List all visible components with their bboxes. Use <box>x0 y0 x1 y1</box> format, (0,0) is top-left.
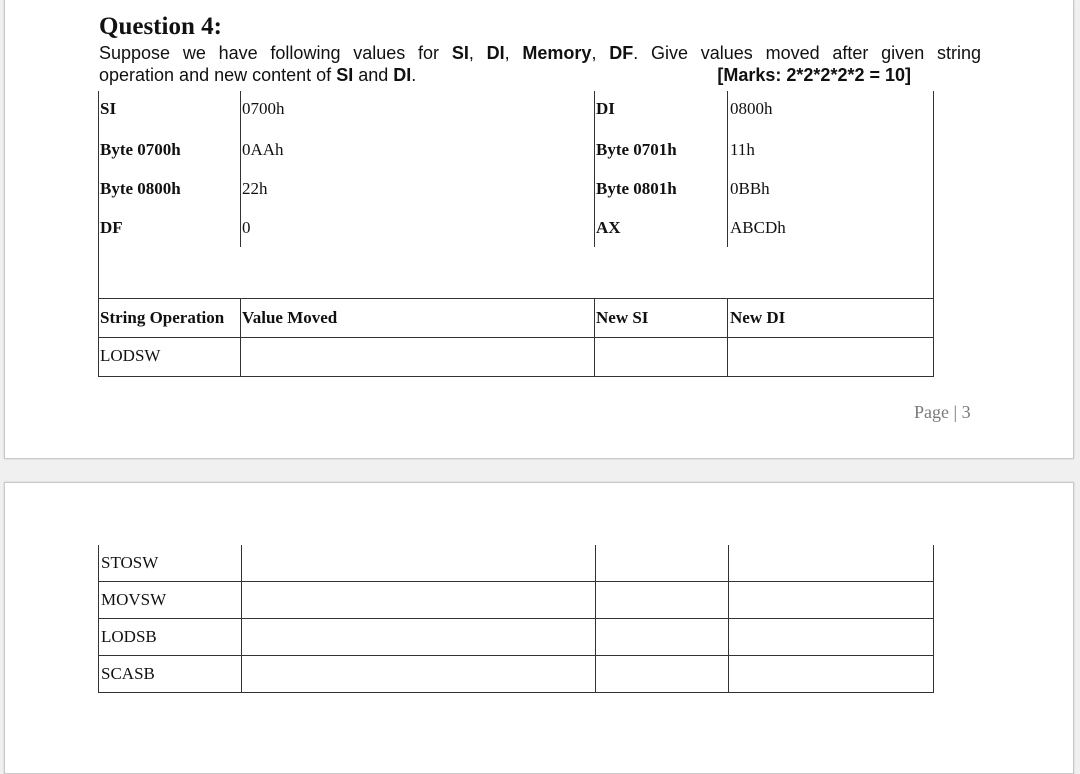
operation-stosw: STOSW <box>99 545 242 582</box>
table-rule <box>98 337 934 338</box>
new-di-cell[interactable] <box>729 656 934 693</box>
header-string-operation: String Operation <box>100 308 225 327</box>
question-text-line1: Suppose we have following values for SI, DI, Memory, DF. Give values moved after given string <box>99 43 981 63</box>
byte-0801h-label: Byte 0801h <box>596 179 677 198</box>
table-row <box>99 582 934 619</box>
byte-0701h-value: 11h <box>730 140 755 159</box>
operation-lodsw: LODSW <box>100 346 161 365</box>
table-divider <box>240 91 241 247</box>
operation-lodsb: LODSB <box>99 619 242 656</box>
page-number: Page | 3 <box>914 402 971 422</box>
new-si-cell[interactable] <box>596 582 729 619</box>
table-row <box>99 619 934 656</box>
answer-table-continued <box>98 545 934 693</box>
header-new-si: New SI <box>596 308 649 327</box>
byte-0800h-value: 22h <box>242 179 268 198</box>
new-si-cell[interactable] <box>596 656 729 693</box>
table-row <box>99 545 934 582</box>
new-di-cell[interactable] <box>729 582 934 619</box>
byte-0701h-label: Byte 0701h <box>596 140 677 159</box>
value-moved-cell[interactable] <box>242 545 596 582</box>
df-label: DF <box>100 218 123 237</box>
new-si-cell[interactable] <box>596 619 729 656</box>
byte-0700h-label: Byte 0700h <box>100 140 181 159</box>
si-value: 0700h <box>242 99 285 118</box>
si-label: SI <box>100 99 117 118</box>
table-border-left <box>98 91 99 377</box>
header-new-di: New DI <box>730 308 786 327</box>
marks-label: [Marks: 2*2*2*2*2 = 10] <box>717 65 911 85</box>
question-text-line2: operation and new content of SI and DI. [Marks: 2*2*2*2*2 = 10] <box>99 65 911 85</box>
table-rule <box>98 298 934 299</box>
df-value: 0 <box>242 218 251 237</box>
byte-0801h-value: 0BBh <box>730 179 770 198</box>
di-value: 0800h <box>730 99 773 118</box>
table-row <box>99 656 934 693</box>
header-value-moved: Value Moved <box>242 308 338 327</box>
operation-movsw: MOVSW <box>99 582 242 619</box>
table-divider <box>727 91 728 247</box>
ax-label: AX <box>596 218 621 237</box>
table-divider <box>594 91 595 247</box>
table-border-right <box>933 91 934 377</box>
new-di-cell[interactable] <box>729 545 934 582</box>
question-title: Question 4: <box>99 13 222 40</box>
operation-scasb: SCASB <box>99 656 242 693</box>
value-moved-cell[interactable] <box>242 656 596 693</box>
di-label: DI <box>596 99 615 118</box>
byte-0800h-label: Byte 0800h <box>100 179 181 198</box>
table-rule <box>98 376 934 377</box>
ax-value: ABCDh <box>730 218 786 237</box>
new-si-cell[interactable] <box>596 545 729 582</box>
value-moved-cell[interactable] <box>242 582 596 619</box>
new-di-cell[interactable] <box>729 619 934 656</box>
byte-0700h-value: 0AAh <box>242 140 284 159</box>
value-moved-cell[interactable] <box>242 619 596 656</box>
